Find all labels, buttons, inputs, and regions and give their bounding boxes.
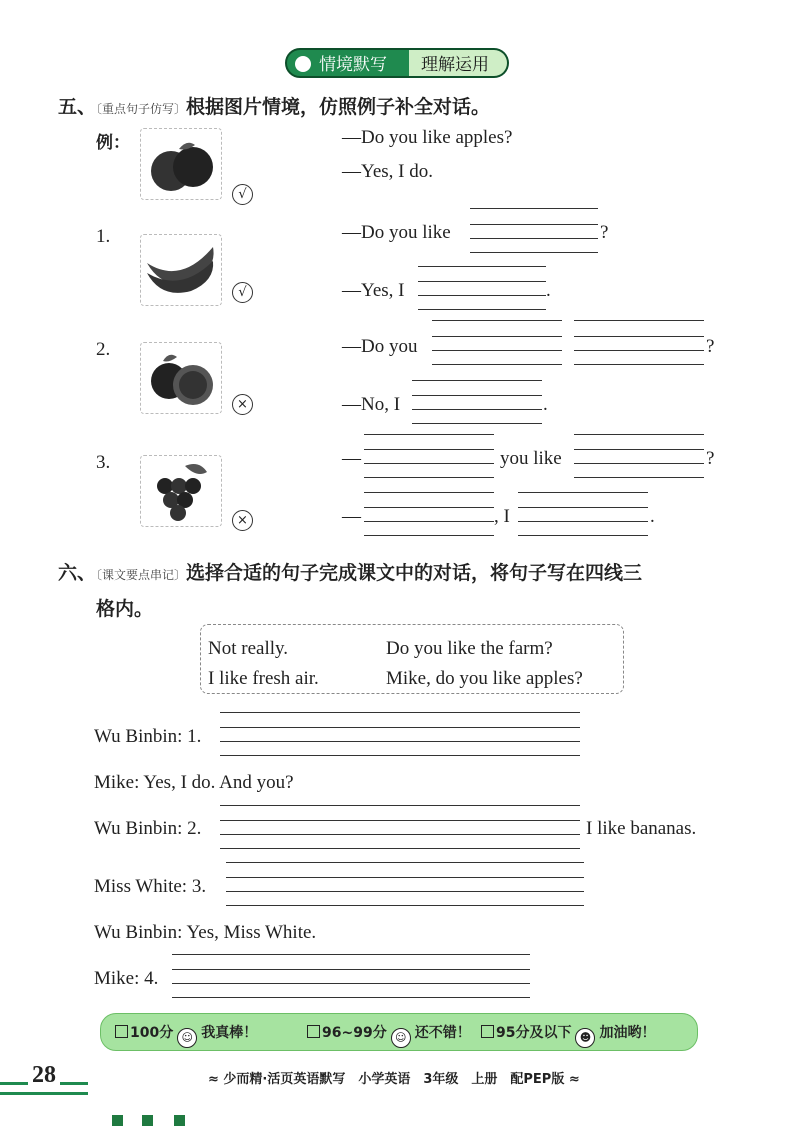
score-95 xyxy=(481,1022,655,1048)
smile-face-icon: ☺ xyxy=(177,1028,197,1048)
example-question: —Do you like apples? xyxy=(342,127,513,148)
dialog-line-5: Wu Binbin: Yes, Miss White. xyxy=(94,922,317,943)
dialog-line-6: Mike: 4. xyxy=(94,968,159,989)
section5-number: 五、 xyxy=(58,96,97,118)
write-line[interactable] xyxy=(574,350,704,351)
section6-instruction: 选择合适的句子完成课文中的对话，将句子写在四线三 xyxy=(186,562,643,584)
write-line[interactable] xyxy=(574,336,704,337)
header-left xyxy=(285,48,415,78)
write-line[interactable] xyxy=(574,449,704,450)
write-line[interactable] xyxy=(470,208,598,209)
badge-icon xyxy=(295,56,311,72)
dialog-line-2: Mike: Yes, I do. And you? xyxy=(94,772,294,793)
write-line[interactable] xyxy=(518,521,648,522)
dialog-line-4: Miss White: 3. xyxy=(94,876,207,897)
write-line[interactable] xyxy=(172,997,530,998)
write-line[interactable] xyxy=(418,281,546,282)
item1-question-start: —Do you like xyxy=(342,222,451,243)
write-line[interactable] xyxy=(432,364,562,365)
header-right-label: 理解运用 xyxy=(409,48,509,78)
write-line[interactable] xyxy=(364,449,494,450)
write-line[interactable] xyxy=(574,320,704,321)
option-fresh-air: I like fresh air. xyxy=(208,668,319,689)
item1-answer-end: . xyxy=(546,280,551,301)
write-line[interactable] xyxy=(574,434,704,435)
section6-title xyxy=(58,558,642,585)
item2-number: 2. xyxy=(96,339,111,360)
page-number: 28 xyxy=(28,1062,60,1089)
write-line[interactable] xyxy=(418,309,546,310)
apple-picture xyxy=(140,128,222,200)
item3-question-end: ? xyxy=(706,448,715,469)
write-line[interactable] xyxy=(220,805,580,806)
decor-square xyxy=(142,1115,153,1126)
write-line[interactable] xyxy=(432,336,562,337)
score-95-checkbox[interactable] xyxy=(481,1025,494,1038)
item1-question-end: ? xyxy=(600,222,609,243)
dialog-line-3: Wu Binbin: 2. xyxy=(94,818,202,839)
write-line[interactable] xyxy=(220,820,580,821)
score-100-text: 我真棒！ xyxy=(201,1025,258,1041)
dialog-line-3-tail: I like bananas. xyxy=(586,818,697,839)
option-apples: Mike, do you like apples? xyxy=(386,668,583,689)
score-100-label: 100分 xyxy=(130,1025,174,1041)
book-title: ≈ 少而精·活页英语默写 小学英语 3年级 上册 配PEP版 ≈ xyxy=(208,1072,580,1087)
footer-wave xyxy=(0,1092,88,1095)
score-100 xyxy=(115,1022,257,1048)
banana-picture xyxy=(140,234,222,306)
write-line[interactable] xyxy=(364,477,494,478)
write-line[interactable] xyxy=(220,834,580,835)
write-line[interactable] xyxy=(470,238,598,239)
write-line[interactable] xyxy=(172,969,530,970)
item3-number: 3. xyxy=(96,452,111,473)
write-line[interactable] xyxy=(518,492,648,493)
item3-question-mid: you like xyxy=(500,448,562,469)
write-line[interactable] xyxy=(220,741,580,742)
write-line[interactable] xyxy=(574,463,704,464)
score-96-checkbox[interactable] xyxy=(307,1025,320,1038)
item3-answer-start: — xyxy=(342,506,361,527)
write-line[interactable] xyxy=(220,848,580,849)
write-line[interactable] xyxy=(574,477,704,478)
write-line[interactable] xyxy=(412,423,542,424)
score-96-text: 还不错！ xyxy=(414,1025,471,1041)
section-header-badge xyxy=(285,48,509,78)
section6-tag: 〔课文要点串记〕 xyxy=(96,568,187,582)
write-line[interactable] xyxy=(364,521,494,522)
decor-square xyxy=(112,1115,123,1126)
section5-title xyxy=(58,92,490,119)
score-bar xyxy=(100,1013,698,1051)
score-100-checkbox[interactable] xyxy=(115,1025,128,1038)
write-line[interactable] xyxy=(418,295,546,296)
write-line[interactable] xyxy=(220,727,580,728)
score-95-text: 加油哟！ xyxy=(599,1025,656,1041)
example-answer: —Yes, I do. xyxy=(342,161,433,182)
item2-cross-mark: × xyxy=(232,394,253,415)
write-line[interactable] xyxy=(226,877,584,878)
item1-check-mark: √ xyxy=(232,282,253,303)
write-line[interactable] xyxy=(432,320,562,321)
write-line[interactable] xyxy=(364,492,494,493)
section5-tag: 〔重点句子仿写〕 xyxy=(96,102,187,116)
item3-answer-mid: , I xyxy=(494,506,510,527)
example-label: 例： xyxy=(96,133,130,153)
example-check-mark: √ xyxy=(232,184,253,205)
item3-answer-end: . xyxy=(650,506,655,527)
write-line[interactable] xyxy=(220,755,580,756)
section6-number: 六、 xyxy=(58,562,97,584)
item3-cross-mark: × xyxy=(232,510,253,531)
item2-answer-start: —No, I xyxy=(342,394,401,415)
write-line[interactable] xyxy=(574,364,704,365)
write-line[interactable] xyxy=(412,380,542,381)
section5-instruction: 根据图片情境，仿照例子补全对话。 xyxy=(186,96,491,118)
item1-number: 1. xyxy=(96,226,111,247)
write-line[interactable] xyxy=(518,507,648,508)
option-not-really: Not really. xyxy=(208,638,289,659)
dialog-line-1: Wu Binbin: 1. xyxy=(94,726,202,747)
write-line[interactable] xyxy=(412,409,542,410)
item1-answer-start: —Yes, I xyxy=(342,280,405,301)
write-line[interactable] xyxy=(412,395,542,396)
write-line[interactable] xyxy=(470,252,598,253)
write-line[interactable] xyxy=(172,983,530,984)
score-95-label: 95分及以下 xyxy=(496,1025,572,1041)
item2-answer-end: . xyxy=(543,394,548,415)
write-line[interactable] xyxy=(364,535,494,536)
write-line[interactable] xyxy=(226,891,584,892)
write-line[interactable] xyxy=(470,224,598,225)
header-left-label: 情境默写 xyxy=(319,55,387,75)
item2-question-end: ? xyxy=(706,336,715,357)
item2-question-start: —Do you xyxy=(342,336,418,357)
option-farm: Do you like the farm? xyxy=(386,638,553,659)
score-96 xyxy=(307,1022,471,1048)
happy-face-icon: ☺ xyxy=(391,1028,411,1048)
write-line[interactable] xyxy=(418,266,546,267)
write-line[interactable] xyxy=(432,350,562,351)
write-line[interactable] xyxy=(364,507,494,508)
write-line[interactable] xyxy=(220,712,580,713)
write-line[interactable] xyxy=(226,862,584,863)
grapes-picture xyxy=(140,455,222,527)
write-line[interactable] xyxy=(364,434,494,435)
write-line[interactable] xyxy=(364,463,494,464)
decor-square xyxy=(174,1115,185,1126)
orange-picture xyxy=(140,342,222,414)
section6-instruction-cont: 格内。 xyxy=(96,598,154,620)
write-line[interactable] xyxy=(518,535,648,536)
cheer-face-icon: ☻ xyxy=(575,1028,595,1048)
item3-question-start: — xyxy=(342,448,361,469)
score-96-label: 96~99分 xyxy=(322,1025,387,1041)
write-line[interactable] xyxy=(172,954,530,955)
write-line[interactable] xyxy=(226,905,584,906)
